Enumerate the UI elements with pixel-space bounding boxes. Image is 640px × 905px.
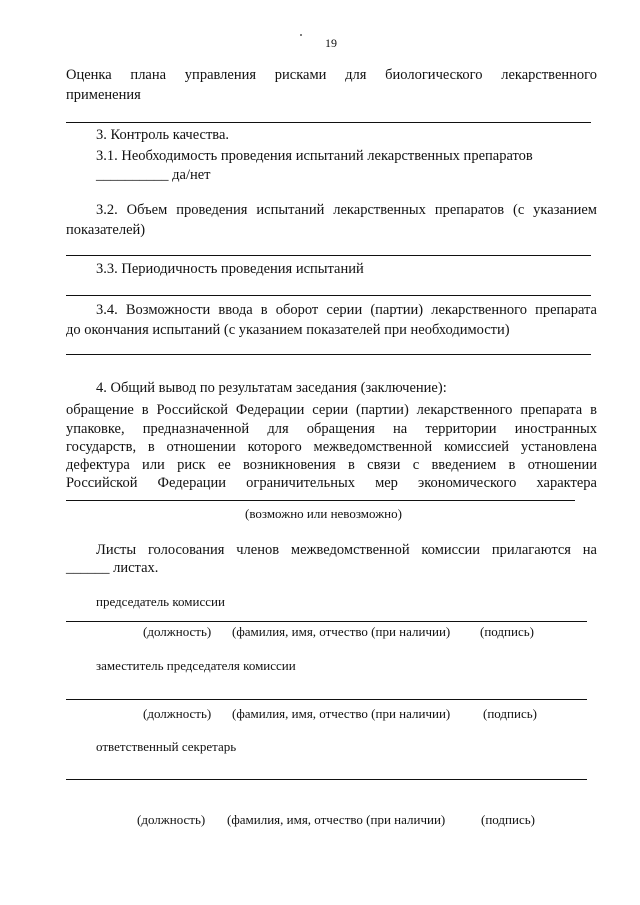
- signature-position-label: (должность): [143, 624, 212, 639]
- item-3-3-answer-line: [66, 295, 591, 296]
- signature-role-secretary: ответственный секретарь: [96, 739, 237, 754]
- signature-line-secretary: [66, 779, 587, 780]
- signature-sign-label: (подпись): [483, 706, 537, 721]
- conclusion-hint: (возможно или невозможно): [245, 506, 402, 521]
- conclusion-line-2: упаковке, предназначенной для обращения на территории иностранных: [66, 421, 597, 437]
- signature-name-label: (фамилия, имя, отчество (при наличии): [227, 812, 446, 827]
- sheets-line-2: ______ листах.: [66, 560, 159, 576]
- item-3-4-line-1: 3.4. Возможности ввода в оборот серии (партии) лекарственного препарата: [96, 302, 597, 318]
- item-3-2-answer-line: [66, 255, 591, 256]
- item-3-4-answer-line: [66, 354, 591, 355]
- sheets-line-1: Листы голосования членов межведомственной комиссии прилагаются на: [96, 542, 597, 558]
- signature-name-label: (фамилия, имя, отчество (при наличии): [232, 706, 451, 721]
- signature-position-label: (должность): [137, 812, 206, 827]
- risk-plan-line-1: Оценка плана управления рисками для биологического лекарственного: [66, 67, 597, 83]
- item-3-1: 3.1. Необходимость проведения испытаний лекарственных препаратов: [96, 148, 533, 164]
- page-number: 19: [325, 36, 337, 50]
- item-3-2-line-2: показателей): [66, 222, 146, 238]
- item-3-2-line-1: 3.2. Объем проведения испытаний лекарственных препаратов (с указанием: [96, 202, 597, 218]
- item-3-1-answer: __________ да/нет: [96, 167, 211, 183]
- risk-plan-line-2: применения: [66, 87, 141, 103]
- conclusion-answer-line: [66, 500, 575, 501]
- item-3-4-line-2: до окончания испытаний (с указанием показателей при необходимости): [66, 322, 510, 338]
- quality-heading: 3. Контроль качества.: [96, 127, 230, 143]
- signature-sign-label: (подпись): [480, 624, 534, 639]
- signature-line-chairman: [66, 621, 587, 622]
- item-3-3: 3.3. Периодичность проведения испытаний: [96, 261, 364, 277]
- conclusion-heading: 4. Общий вывод по результатам заседания (заключение):: [96, 380, 447, 396]
- scan-speck: [300, 34, 302, 36]
- signature-role-deputy: заместитель председателя комиссии: [96, 658, 296, 673]
- signature-line-deputy: [66, 699, 587, 700]
- conclusion-line-1: обращение в Российской Федерации серии (партии) лекарственного препарата в: [66, 402, 597, 418]
- conclusion-line-3: государств, в отношении которого межведомственной комиссией установлена: [66, 439, 597, 455]
- signature-name-label: (фамилия, имя, отчество (при наличии): [232, 624, 451, 639]
- signature-sign-label: (подпись): [481, 812, 535, 827]
- signature-position-label: (должность): [143, 706, 212, 721]
- conclusion-line-4: дефектура или риск ее возникновения в связи с введением в отношении: [66, 457, 597, 473]
- risk-plan-answer-line: [66, 122, 591, 123]
- conclusion-line-5: Российской Федерации ограничительных мер экономического характера: [66, 475, 597, 491]
- signature-role-chairman: председатель комиссии: [96, 594, 225, 609]
